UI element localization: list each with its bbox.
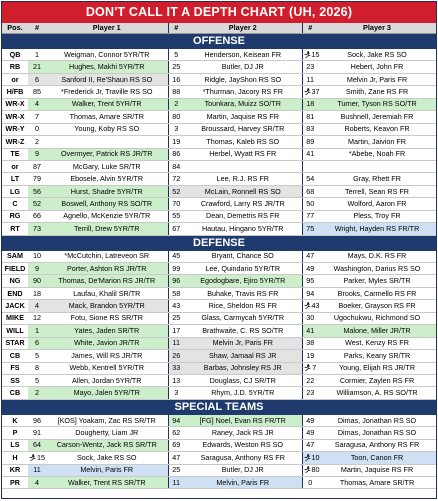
- player-1-cell: Mayo, Jalen 5YR/TR: [46, 387, 168, 399]
- player-2-cell: [FG] Noel, Evan RS FR/TR: [184, 414, 302, 426]
- header-row: [2, 23, 436, 34]
- jersey-number-1: 66: [28, 210, 46, 222]
- player-2-cell: Herbel, Wyatt RS FR: [184, 148, 302, 160]
- table-row: [2, 452, 436, 464]
- jersey-number-1: 91: [28, 427, 46, 439]
- position-cell: JACK: [2, 300, 28, 312]
- table-row: [2, 337, 436, 349]
- player-2-cell: McLain, Ronnell RS SO: [184, 185, 302, 197]
- player-1-cell: Boswell, Anthony RS SO/TR: [46, 198, 168, 210]
- jersey-number-1: 96: [28, 414, 46, 426]
- jersey-number-3: 23: [302, 61, 318, 73]
- player-1-cell: [46, 136, 168, 148]
- table-row: [2, 185, 436, 197]
- position-cell: QB: [2, 49, 28, 61]
- player-1-cell: Fotu, Sione RS SR/TR: [46, 312, 168, 324]
- jersey-number-1: 1: [28, 325, 46, 337]
- player-2-cell: Egodogbare, Ejiro 5YR/TR: [184, 275, 302, 287]
- player-1-cell: Dougherty, Liam JR: [46, 427, 168, 439]
- position-cell: TE: [2, 148, 28, 160]
- player-3-cell: Martin, Jaquise RS FR: [318, 464, 436, 476]
- jersey-number-3: [302, 362, 318, 374]
- position-cell: RB: [2, 61, 28, 73]
- player-3-cell: Saragusa, Anthony RS FR: [318, 439, 436, 451]
- table-row: [2, 98, 436, 110]
- jersey-number-2: 19: [168, 136, 184, 148]
- jersey-number-2: 62: [168, 427, 184, 439]
- section-header: [2, 399, 436, 414]
- player-1-cell: Yates, Jaden SR/TR: [46, 325, 168, 337]
- chart-title: DON'T CALL IT A DEPTH CHART (UH, 2026): [2, 2, 436, 23]
- header-player-1: Player 1: [46, 23, 168, 34]
- position-cell: or: [2, 73, 28, 85]
- jersey-number-3: 77: [302, 210, 318, 222]
- jersey-number-3: [302, 49, 318, 61]
- jersey-number-2: 45: [168, 250, 184, 262]
- jersey-number-3: 50: [302, 198, 318, 210]
- player-2-cell: Dean, Demetris RS FR: [184, 210, 302, 222]
- player-3-cell: Turner, Tyson RS SO/TR: [318, 98, 436, 110]
- jersey-number-3: 49: [302, 263, 318, 275]
- player-3-cell: Young, Elijah RS JR/TR: [318, 362, 436, 374]
- jersey-number-2: 70: [168, 198, 184, 210]
- player-2-cell: Henderson, Keisean FR: [184, 49, 302, 61]
- player-1-cell: Mack, Brandon 5YR/TR: [46, 300, 168, 312]
- jersey-number-2: 25: [168, 312, 184, 324]
- player-1-cell: Sanford II, Re'Shaun RS SO: [46, 73, 168, 85]
- jersey-number-1: 1: [28, 49, 46, 61]
- table-row: [2, 61, 436, 73]
- position-cell: LS: [2, 439, 28, 451]
- player-2-cell: *Thurman, Jacory RS FR: [184, 86, 302, 98]
- header-player-2: Player 2: [184, 23, 302, 34]
- table-row: [2, 300, 436, 312]
- player-1-cell: Laufau, Khalil SR/TR: [46, 287, 168, 299]
- player-2-cell: Melvin, Paris FR: [184, 477, 302, 489]
- player-1-cell: Thomas, Amare SR/TR: [46, 111, 168, 123]
- jersey-number-text: 80: [311, 465, 320, 475]
- player-3-cell: Roberts, Keavon FR: [318, 123, 436, 135]
- player-3-cell: Washington, Darius RS SO: [318, 263, 436, 275]
- player-3-cell: Parks, Keany SR/TR: [318, 350, 436, 362]
- jersey-number-2: 67: [168, 223, 184, 235]
- jersey-number-1: [28, 452, 46, 464]
- jersey-number-3: 47: [302, 250, 318, 262]
- jersey-number-2: 16: [168, 73, 184, 85]
- runner-icon: [304, 88, 311, 95]
- jersey-number-2: 26: [168, 350, 184, 362]
- position-cell: LG: [2, 185, 28, 197]
- jersey-number-3: 38: [302, 337, 318, 349]
- header-num-3: #: [302, 23, 318, 34]
- position-cell: FS: [2, 362, 28, 374]
- position-cell: H/FB: [2, 86, 28, 98]
- player-2-cell: Tounkara, Muizz SO/TR: [184, 98, 302, 110]
- table-row: [2, 387, 436, 399]
- player-3-cell: Thomas, Amare SR/TR: [318, 477, 436, 489]
- player-2-cell: Raney, Jack RS JR: [184, 427, 302, 439]
- player-3-cell: Gray, Rhett FR: [318, 173, 436, 185]
- jersey-number-2: 55: [168, 210, 184, 222]
- player-2-cell: [184, 160, 302, 172]
- jersey-number-3: [302, 452, 318, 464]
- player-3-cell: Smith, Zane RS FR: [318, 86, 436, 98]
- jersey-number-2: 94: [168, 414, 184, 426]
- player-1-cell: Walker, Trent RS SR/TR: [46, 477, 168, 489]
- table-row: [2, 148, 436, 160]
- section-header: [2, 34, 436, 49]
- player-1-cell: Agnello, McKenzie 5YR/TR: [46, 210, 168, 222]
- position-cell: WR-Z: [2, 136, 28, 148]
- jersey-number-3: 11: [302, 73, 318, 85]
- section-title: DEFENSE: [2, 235, 436, 250]
- player-3-cell: Brooks, Carmello RS FR: [318, 287, 436, 299]
- jersey-number-3: 83: [302, 123, 318, 135]
- table-row: [2, 362, 436, 374]
- jersey-number-3: [302, 464, 318, 476]
- player-1-cell: *McCutchin, Latreveon SR: [46, 250, 168, 262]
- player-3-cell: Pless, Troy FR: [318, 210, 436, 222]
- position-cell: KR: [2, 464, 28, 476]
- jersey-number-1: 7: [28, 111, 46, 123]
- jersey-number-text: 10: [311, 452, 320, 462]
- player-3-cell: Cormier, Zaylen RS FR: [318, 374, 436, 386]
- table-row: [2, 414, 436, 426]
- player-2-cell: Rice, Sheldon RS FR: [184, 300, 302, 312]
- table-row: [2, 73, 436, 85]
- player-2-cell: Barbas, Johnsley RS JR: [184, 362, 302, 374]
- jersey-number-2: 43: [168, 300, 184, 312]
- jersey-number-2: 69: [168, 439, 184, 451]
- jersey-number-3: 54: [302, 173, 318, 185]
- player-2-cell: Thomas, Kaleb RS SO: [184, 136, 302, 148]
- jersey-number-3: 68: [302, 185, 318, 197]
- player-1-cell: Young, Koby RS SO: [46, 123, 168, 135]
- table-row: [2, 427, 436, 439]
- jersey-number-2: 88: [168, 86, 184, 98]
- player-2-cell: Ridgle, JayShon RS SO: [184, 73, 302, 85]
- table-row: [2, 210, 436, 222]
- jersey-number-3: 95: [302, 275, 318, 287]
- jersey-number-1: 21: [28, 61, 46, 73]
- player-2-cell: Butler, DJ JR: [184, 464, 302, 476]
- section-title: SPECIAL TEAMS: [2, 399, 436, 414]
- runner-icon: [304, 466, 311, 473]
- jersey-number-2: 52: [168, 185, 184, 197]
- jersey-number-1: 10: [28, 250, 46, 262]
- position-cell: WR-X: [2, 98, 28, 110]
- position-cell: RG: [2, 210, 28, 222]
- player-3-cell: Wolford, Aaron FR: [318, 198, 436, 210]
- jersey-number-1: 2: [28, 387, 46, 399]
- player-1-cell: Weigman, Connor 5YR/TR: [46, 49, 168, 61]
- header-num-2: #: [168, 23, 184, 34]
- runner-icon: [304, 302, 311, 309]
- player-3-cell: [318, 160, 436, 172]
- player-3-cell: Malone, Miller JR/TR: [318, 325, 436, 337]
- jersey-number-2: 33: [168, 362, 184, 374]
- player-2-cell: Martin, Jaquise RS FR: [184, 111, 302, 123]
- table-row: [2, 263, 436, 275]
- table-row: [2, 464, 436, 476]
- jersey-number-2: 25: [168, 464, 184, 476]
- position-cell: or: [2, 160, 28, 172]
- jersey-number-2: 86: [168, 148, 184, 160]
- position-cell: WILL: [2, 325, 28, 337]
- table-row: [2, 223, 436, 235]
- table-row: [2, 250, 436, 262]
- position-cell: P: [2, 427, 28, 439]
- player-2-cell: Hautau, Hingano 5YR/TR: [184, 223, 302, 235]
- player-3-cell: Williamson, A. RS SO/TR: [318, 387, 436, 399]
- table-row: [2, 49, 436, 61]
- section-header: [2, 235, 436, 250]
- jersey-number-3: 22: [302, 374, 318, 386]
- jersey-number-3: [302, 86, 318, 98]
- player-3-cell: Parker, Myles SR/TR: [318, 275, 436, 287]
- player-1-cell: Hurst, Shadre 5YR/TR: [46, 185, 168, 197]
- jersey-number-text: 7: [312, 363, 317, 373]
- player-1-cell: Ebosele, Alvin 5YR/TR: [46, 173, 168, 185]
- position-cell: STAR: [2, 337, 28, 349]
- jersey-number-3: 49: [302, 427, 318, 439]
- player-1-cell: Melvin, Paris FR: [46, 464, 168, 476]
- player-1-cell: McGary, Luke SR/TR: [46, 160, 168, 172]
- jersey-number-2: 96: [168, 275, 184, 287]
- table-row: [2, 136, 436, 148]
- jersey-number-3: 47: [302, 439, 318, 451]
- jersey-number-1: 9: [28, 148, 46, 160]
- table-row: [2, 86, 436, 98]
- runner-icon: [304, 51, 311, 58]
- player-1-cell: Walker, Trent 5YR/TR: [46, 98, 168, 110]
- player-2-cell: Brathwaite, C. RS SO/TR: [184, 325, 302, 337]
- player-3-cell: Dimas, Jonathan RS SO: [318, 427, 436, 439]
- jersey-number-text: 15: [37, 452, 45, 462]
- position-cell: PR: [2, 477, 28, 489]
- jersey-number-1: 90: [28, 275, 46, 287]
- player-2-cell: Douglass, CJ SR/TR: [184, 374, 302, 386]
- table-row: [2, 374, 436, 386]
- header-num: #: [28, 23, 46, 34]
- table-row: [2, 439, 436, 451]
- jersey-number-2: 13: [168, 374, 184, 386]
- runner-icon: [29, 454, 36, 461]
- jersey-number-3: [302, 300, 318, 312]
- jersey-number-1: 8: [28, 362, 46, 374]
- table-row: [2, 173, 436, 185]
- position-cell: CB: [2, 387, 28, 399]
- jersey-number-2: 5: [168, 49, 184, 61]
- player-2-cell: Saragusa, Anthony RS FR: [184, 452, 302, 464]
- jersey-number-3: 23: [302, 387, 318, 399]
- player-3-cell: Hebert, John FR: [318, 61, 436, 73]
- player-1-cell: James, Will RS JR/TR: [46, 350, 168, 362]
- player-1-cell: White, Javion JR/TR: [46, 337, 168, 349]
- jersey-number-2: 72: [168, 173, 184, 185]
- position-cell: END: [2, 287, 28, 299]
- jersey-number-1: 9: [28, 263, 46, 275]
- table-row: [2, 123, 436, 135]
- position-cell: NG: [2, 275, 28, 287]
- player-2-cell: Shaw, Jamaal RS JR: [184, 350, 302, 362]
- player-3-cell: Boeker, Grayson RS FR: [318, 300, 436, 312]
- player-1-cell: Allen, Jordan 5YR/TR: [46, 374, 168, 386]
- player-2-cell: Buhake, Travis RS FR: [184, 287, 302, 299]
- section-title: OFFENSE: [2, 34, 436, 49]
- position-cell: MIKE: [2, 312, 28, 324]
- table-row: [2, 160, 436, 172]
- runner-icon: [304, 364, 311, 371]
- depth-table: [2, 23, 436, 489]
- player-1-cell: Hughes, Makhi 5YR/TR: [46, 61, 168, 73]
- player-2-cell: Broussard, Harvey SR/TR: [184, 123, 302, 135]
- jersey-number-1: 5: [28, 374, 46, 386]
- depth-chart: [1, 1, 437, 499]
- jersey-number-3: 19: [302, 350, 318, 362]
- jersey-number-1: 64: [28, 439, 46, 451]
- table-row: [2, 275, 436, 287]
- jersey-number-text: 37: [311, 87, 320, 97]
- jersey-number-1: 11: [28, 464, 46, 476]
- player-2-cell: Glass, Carmycah 5YR/TR: [184, 312, 302, 324]
- player-2-cell: Rhym, J.D. 5YR/TR: [184, 387, 302, 399]
- jersey-number-1: 5: [28, 350, 46, 362]
- jersey-number-1: 6: [28, 73, 46, 85]
- jersey-number-3: 41: [302, 325, 318, 337]
- player-2-cell: Bryant, Chance SO: [184, 250, 302, 262]
- position-cell: FIELD: [2, 263, 28, 275]
- player-3-cell: Toon, Canon FR: [318, 452, 436, 464]
- position-cell: H: [2, 452, 28, 464]
- jersey-number-2: 84: [168, 160, 184, 172]
- jersey-number-1: 2: [28, 136, 46, 148]
- jersey-number-1: 4: [28, 477, 46, 489]
- position-cell: WR-X: [2, 111, 28, 123]
- player-3-cell: Terrell, Sean RS FR: [318, 185, 436, 197]
- player-3-cell: Bushnell, Jeremiah FR: [318, 111, 436, 123]
- runner-icon: [304, 454, 311, 461]
- jersey-number-1: 4: [28, 300, 46, 312]
- player-2-cell: Edwards, Weston RS SO: [184, 439, 302, 451]
- player-1-cell: [KOS] Yoakam, Zac RS SR/TR: [46, 414, 168, 426]
- table-row: [2, 287, 436, 299]
- jersey-number-2: 99: [168, 263, 184, 275]
- position-cell: SAM: [2, 250, 28, 262]
- jersey-number-3: 30: [302, 312, 318, 324]
- player-3-cell: West, Kenzy RS FR: [318, 337, 436, 349]
- position-cell: RT: [2, 223, 28, 235]
- jersey-number-2: 3: [168, 123, 184, 135]
- player-1-cell: Porter, Ashton RS JR/TR: [46, 263, 168, 275]
- jersey-number-3: 49: [302, 414, 318, 426]
- jersey-number-1: 56: [28, 185, 46, 197]
- table-row: [2, 477, 436, 489]
- jersey-number-1: 52: [28, 198, 46, 210]
- jersey-number-1: 12: [28, 312, 46, 324]
- player-1-cell: Terrill, Drew 5YR/TR: [46, 223, 168, 235]
- table-row: [2, 350, 436, 362]
- header-pos: Pos.: [2, 23, 28, 34]
- player-2-cell: Butler, DJ JR: [184, 61, 302, 73]
- jersey-number-2: 58: [168, 287, 184, 299]
- player-1-cell: Thomas, De'Marion RS JR/TR: [46, 275, 168, 287]
- jersey-number-3: [302, 160, 318, 172]
- position-cell: C: [2, 198, 28, 210]
- player-3-cell: Dimas, Jonathan RS SO: [318, 414, 436, 426]
- player-3-cell: Wright, Hayden RS FR/TR: [318, 223, 436, 235]
- jersey-number-2: 2: [168, 98, 184, 110]
- position-cell: WR-Y: [2, 123, 28, 135]
- jersey-number-2: 80: [168, 111, 184, 123]
- jersey-number-text: 43: [311, 301, 320, 311]
- table-row: [2, 198, 436, 210]
- jersey-number-1: 0: [28, 123, 46, 135]
- jersey-number-2: 3: [168, 387, 184, 399]
- jersey-number-3: 94: [302, 287, 318, 299]
- jersey-number-1: 79: [28, 173, 46, 185]
- jersey-number-2: 25: [168, 61, 184, 73]
- player-1-cell: Webb, Kentrell 5YR/TR: [46, 362, 168, 374]
- table-row: [2, 312, 436, 324]
- jersey-number-3: 89: [302, 136, 318, 148]
- player-3-cell: Sock, Jake RS SO: [318, 49, 436, 61]
- header-player-3: Player 3: [318, 23, 436, 34]
- player-2-cell: Lee, Quindario 5YR/TR: [184, 263, 302, 275]
- player-3-cell: Ugochukwu, Richmond SO: [318, 312, 436, 324]
- jersey-number-3: 18: [302, 98, 318, 110]
- jersey-number-1: 18: [28, 287, 46, 299]
- jersey-number-3: 75: [302, 223, 318, 235]
- position-cell: K: [2, 414, 28, 426]
- player-1-cell: *Frederick Jr, Traville RS SO: [46, 86, 168, 98]
- position-cell: CB: [2, 350, 28, 362]
- jersey-number-text: 15: [311, 49, 320, 59]
- position-cell: SS: [2, 374, 28, 386]
- jersey-number-1: 4: [28, 98, 46, 110]
- table-row: [2, 111, 436, 123]
- player-1-cell: Overmyer, Patrick RS JR/TR: [46, 148, 168, 160]
- jersey-number-1: 73: [28, 223, 46, 235]
- jersey-number-2: 11: [168, 337, 184, 349]
- table-row: [2, 325, 436, 337]
- position-cell: LT: [2, 173, 28, 185]
- jersey-number-3: 41: [302, 148, 318, 160]
- jersey-number-1: 6: [28, 337, 46, 349]
- player-3-cell: Melvin Jr, Paris FR: [318, 73, 436, 85]
- player-3-cell: Mays, D.K. RS FR: [318, 250, 436, 262]
- player-2-cell: Melvin Jr, Paris FR: [184, 337, 302, 349]
- jersey-number-3: 81: [302, 111, 318, 123]
- player-3-cell: Martin, Jaivion FR: [318, 136, 436, 148]
- player-3-cell: *Abebe, Noah FR: [318, 148, 436, 160]
- jersey-number-3: 0: [302, 477, 318, 489]
- jersey-number-2: 47: [168, 452, 184, 464]
- jersey-number-1: 85: [28, 86, 46, 98]
- jersey-number-2: 17: [168, 325, 184, 337]
- player-1-cell: Carson-Wentz, Jack RS SR/TR: [46, 439, 168, 451]
- player-2-cell: Crawford, Larry RS JR/TR: [184, 198, 302, 210]
- player-1-cell: Sock, Jake RS SO: [46, 452, 168, 464]
- player-2-cell: Lee, R.J. RS FR: [184, 173, 302, 185]
- jersey-number-1: 87: [28, 160, 46, 172]
- jersey-number-2: 11: [168, 477, 184, 489]
